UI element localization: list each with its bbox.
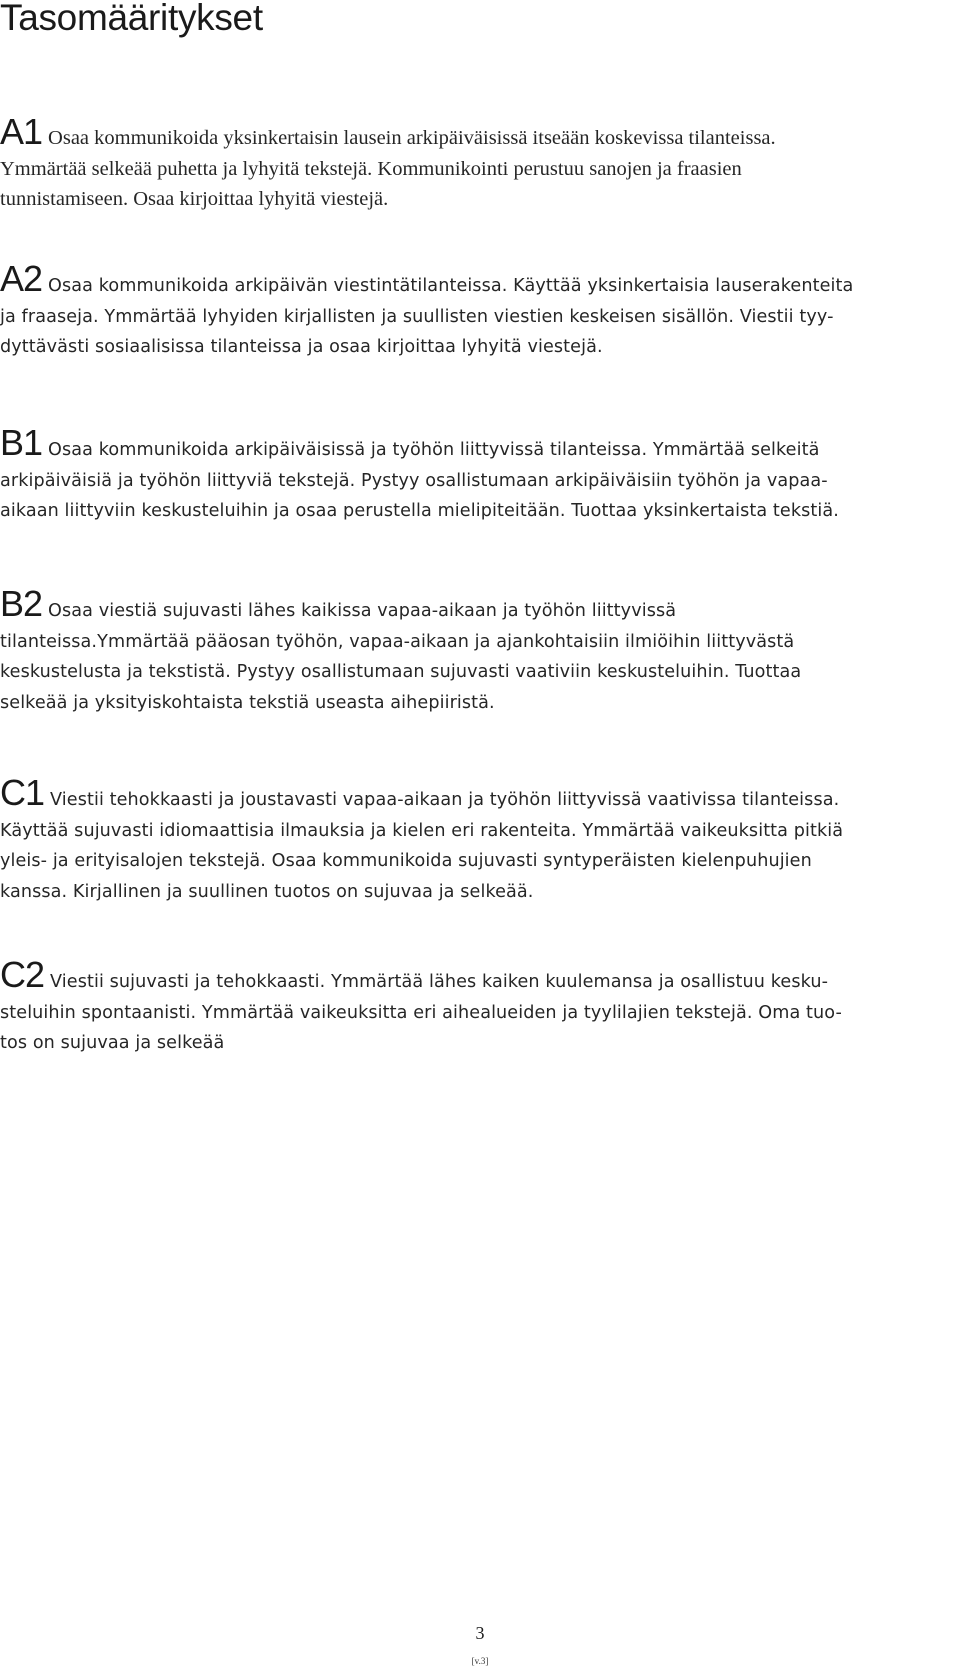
level-code: C2 <box>0 954 45 995</box>
level-code: B2 <box>0 583 43 624</box>
level-description: Viestii tehokkaasti ja joustavasti vapaa-aikaan ja työhön liittyvissä vaativissa tilanteissa. Käyttää sujuvasti idiomaattisia ilmauksia ja kielen eri rakenteita. Ymmärtää vaikeuksitta pitkiä yleis- ja erityisalojen tekstejä. Osaa kommunikoida sujuvasti syntyperäisten kielenpuhujien kanssa. Kirjallinen ja suullinen tuotos on sujuvaa ja selkeää. <box>0 790 844 902</box>
level-code: A2 <box>0 258 43 299</box>
level-b1 <box>0 422 948 527</box>
level-a1 <box>0 111 948 215</box>
level-description: Viestii sujuvasti ja tehokkaasti. Ymmärtää lähes kaiken kuulemansa ja osallistuu kesku- steluihin spontaanisti. Ymmärtää vaikeuksitta eri aihealueiden ja tyylilajien tekstejä. Oma tuo- tos on sujuvaa ja selkeää <box>0 972 842 1053</box>
level-b2 <box>0 583 948 718</box>
level-description: Osaa kommunikoida yksinkertaisin lausein arkipäiväisissä itseään koskevissa tilanteissa. Ymmärtää selkeää puhetta ja lyhyitä tekstejä. Kommunikointi perustuu sanojen ja fraasien tunnistamiseen. Osaa kirjoittaa lyhyitä viestejä. <box>0 127 776 210</box>
level-description: Osaa kommunikoida arkipäiväisissä ja työhön liittyvissä tilanteissa. Ymmärtää selkeitä arkipäiväisiä ja työhön liittyviä tekstejä. Pystyy osallistumaan arkipäiväisiin työhön ja vapaa- aikaan liittyviin keskusteluihin ja osaa perustella mielipiteitään. Tuottaa yksinkertaista tekstiä. <box>0 440 839 521</box>
level-c1 <box>0 772 948 907</box>
level-description: Osaa kommunikoida arkipäivän viestintätilanteissa. Käyttää yksinkertaisia lauserakenteita ja fraaseja. Ymmärtää lyhyiden kirjallisten ja suullisten viestien keskeisen sisällön. Viestii tyy- dyttävästi sosiaalisissa tilanteissa ja osaa kirjoittaa lyhyitä viestejä. <box>0 276 854 357</box>
level-code: C1 <box>0 772 45 813</box>
page-title: Tasomääritykset <box>0 0 263 38</box>
version-label: [v.3] <box>471 1656 489 1666</box>
level-c2 <box>0 954 948 1059</box>
level-code: B1 <box>0 422 43 463</box>
page-number: 3 <box>475 1623 485 1643</box>
level-code: A1 <box>0 111 43 152</box>
level-a2 <box>0 258 948 363</box>
level-description: Osaa viestiä sujuvasti lähes kaikissa vapaa-aikaan ja työhön liittyvissä tilanteissa.Ymmärtää pääosan työhön, vapaa-aikaan ja ajankohtaisiin ilmiöihin liittyvästä keskustelusta ja tekstistä. Pystyy osallistumaan sujuvasti vaativiin keskusteluihin. Tuottaa selkeää ja yksityiskohtaista tekstiä useasta aihepiiristä. <box>0 601 802 713</box>
